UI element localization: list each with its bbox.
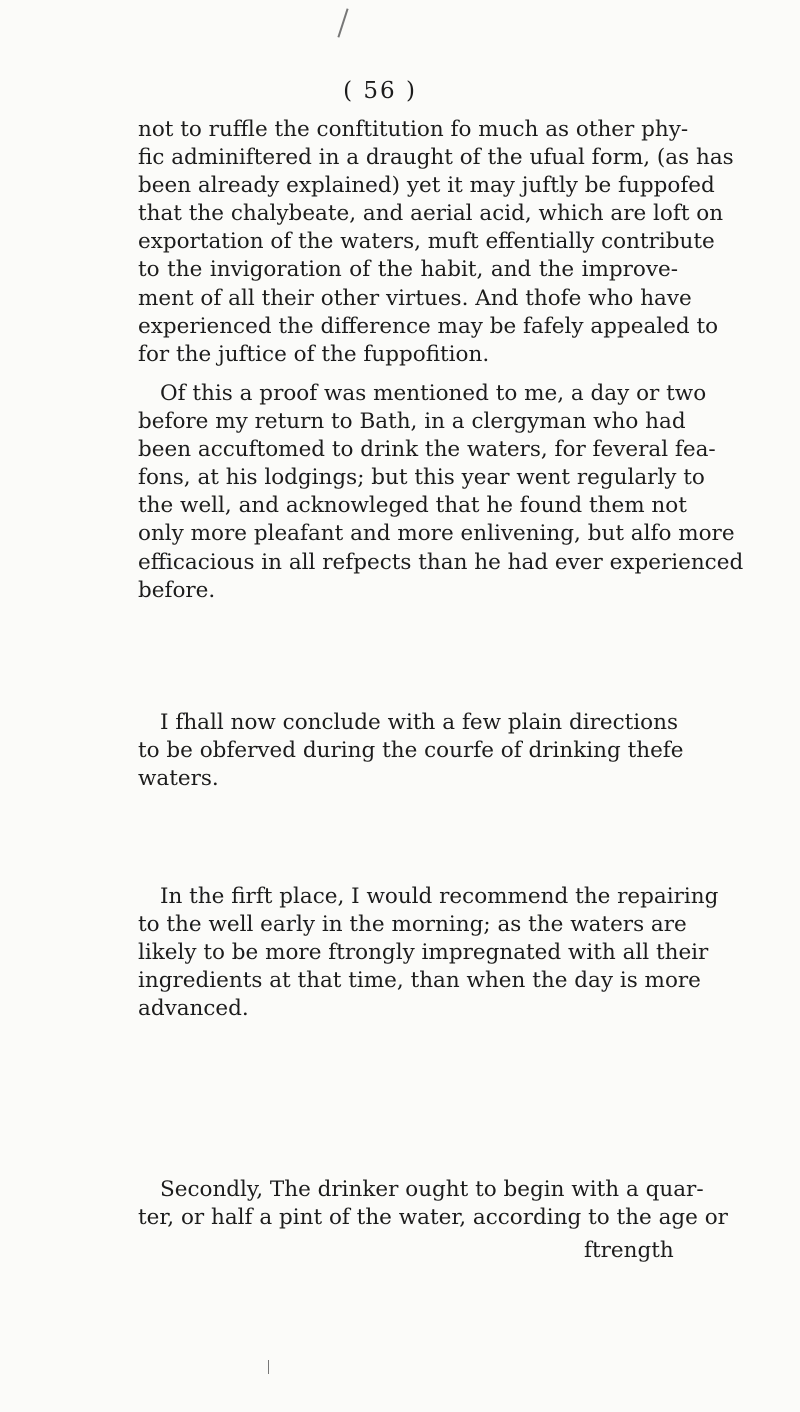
text-line: Of this a proof was mentioned to me, a day or two	[160, 381, 707, 406]
text-line: the well, and acknowleged that he found them not	[138, 493, 687, 519]
text-line: fic adminiftered in a draught of the ufual form, (as has	[138, 145, 734, 171]
paragraph-1	[138, 116, 734, 369]
text-line: been already explained) yet it may juftly be fuppofed	[138, 173, 715, 199]
text-line: fons, at his lodgings; but this year went regularly to	[138, 465, 705, 491]
text-line: ter, or half a pint of the water, according to the age or	[138, 1205, 728, 1231]
text-line: advanced.	[138, 996, 249, 1022]
text-line: been accuftomed to drink the waters, for feveral fea-	[138, 437, 716, 463]
paragraph-3	[138, 709, 684, 793]
text-line: before.	[138, 577, 216, 603]
text-line: not to ruffle the conftitution fo much as other phy-	[138, 117, 689, 142]
text-line: before my return to Bath, in a clergyman who had	[138, 409, 686, 435]
catchword: ftrength	[584, 1238, 674, 1263]
text-line: for the juftice of the fuppofition.	[138, 341, 490, 367]
text-line: to be obferved during the courfe of drinking thefe	[138, 738, 684, 764]
text-line: only more pleafant and more enlivening, but alfo more	[138, 521, 735, 547]
text-line: ment of all their other virtues. And thofe who have	[138, 285, 692, 311]
text-line: to the invigoration of the habit, and the improve-	[138, 257, 678, 283]
paragraph-4	[138, 883, 719, 1023]
paper-mark	[337, 8, 348, 37]
page-number: ( 56 )	[343, 78, 417, 104]
paragraph-5	[138, 1176, 728, 1232]
text-line: that the chalybeate, and aerial acid, which are loft on	[138, 201, 724, 227]
text-line: ingredients at that time, than when the day is more	[138, 968, 701, 994]
paper-mark	[268, 1360, 269, 1374]
text-line: In the firft place, I would recommend the repairing	[160, 884, 719, 909]
text-line: I fhall now conclude with a few plain directions	[160, 710, 678, 735]
text-line: efficacious in all refpects than he had ever experienced	[138, 549, 744, 575]
text-line: Secondly, The drinker ought to begin with a quar-	[160, 1177, 704, 1202]
text-line: experienced the difference may be fafely appealed to	[138, 313, 719, 339]
paragraph-2	[138, 380, 744, 605]
text-line: likely to be more ftrongly impregnated with all their	[138, 940, 709, 966]
text-line: exportation of the waters, muft effentially contribute	[138, 229, 715, 255]
text-line: to the well early in the morning; as the waters are	[138, 912, 687, 938]
text-line: waters.	[138, 766, 219, 792]
